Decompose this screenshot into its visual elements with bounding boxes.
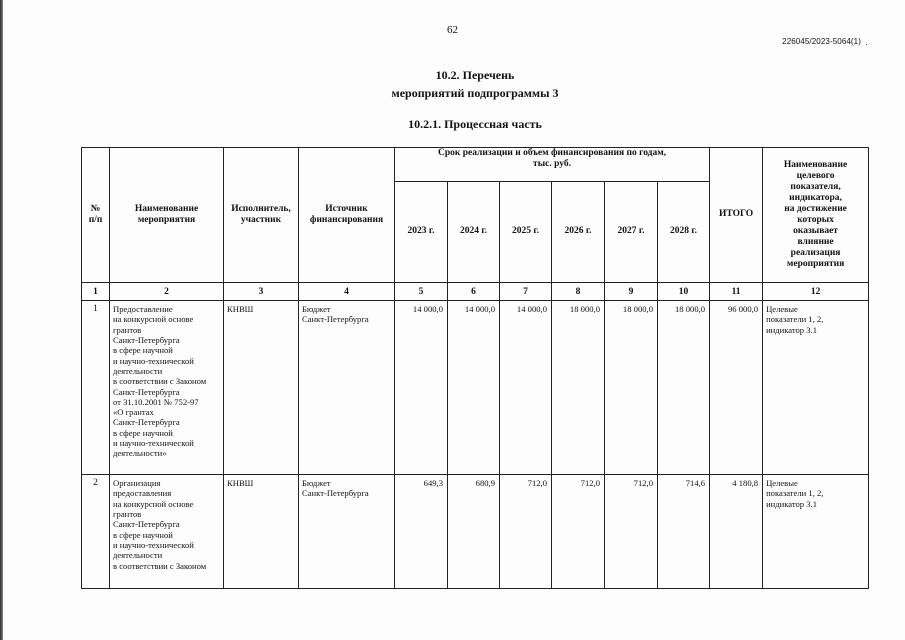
column-number: 6 <box>448 283 500 301</box>
year-amount: 18 000,0 <box>552 301 605 475</box>
column-number: 10 <box>658 283 710 301</box>
year-amount: 649,3 <box>395 475 448 589</box>
page-number: 62 <box>447 24 458 36</box>
year-amount: 18 000,0 <box>658 301 710 475</box>
activity-name: Предоставление на конкурсной основе грантов Санкт-Петербурга в сфере научной и научно-технической деятельности в соответствии с Законом Санкт-Петербурга от 31.10.2001 № 752-97 «О грантах Санкт-Петербурга в сфере научной и научно-технической деятельности» <box>110 301 224 475</box>
header-period-group: Срок реализации и объем финансирования по годам, тыс. руб. <box>395 148 710 182</box>
activities-table <box>81 147 869 589</box>
year-amount: 680,9 <box>448 475 500 589</box>
header-year: 2028 г. <box>658 182 710 283</box>
table-row <box>82 475 869 589</box>
funding-source: Бюджет Санкт-Петербурга <box>299 301 395 475</box>
heading-subtitle: мероприятий подпрограммы 3 <box>391 86 559 100</box>
column-number-row <box>82 283 869 301</box>
document-id: 226045/2023-5064(1) <box>782 37 861 46</box>
year-amount: 14 000,0 <box>500 301 552 475</box>
total-amount: 96 000,0 <box>710 301 763 475</box>
year-amount: 14 000,0 <box>395 301 448 475</box>
header-executor: Исполнитель, участник <box>224 148 299 283</box>
year-amount: 712,0 <box>605 475 658 589</box>
year-amount: 18 000,0 <box>605 301 658 475</box>
header-indicator: Наименование целевого показателя, индикатора, на достижение которых оказывает влияние реализация мероприятия <box>763 148 869 283</box>
activity-name: Организация предоставления на конкурсной основе грантов Санкт-Петербурга в сфере научной и научно-технической деятельности в соответствии с Законом <box>110 475 224 589</box>
header-source: Источник финансирования <box>299 148 395 283</box>
executor: КНВШ <box>224 475 299 589</box>
column-number: 9 <box>605 283 658 301</box>
year-amount: 712,0 <box>552 475 605 589</box>
header-year: 2025 г. <box>500 182 552 283</box>
header-total: ИТОГО <box>710 148 763 283</box>
indicator-text: Целевые показатели 1, 2, индикатор 3.1 <box>763 475 869 589</box>
header-num: № п/п <box>82 148 110 283</box>
column-number: 11 <box>710 283 763 301</box>
header-year: 2023 г. <box>395 182 448 283</box>
column-number: 12 <box>763 283 869 301</box>
section-title: 10.2.1. Процессная часть <box>408 117 542 131</box>
scan-speck <box>866 44 867 45</box>
heading-title: 10.2. Перечень <box>435 68 515 82</box>
column-number: 7 <box>500 283 552 301</box>
column-number: 3 <box>224 283 299 301</box>
year-amount: 714,6 <box>658 475 710 589</box>
table-row <box>82 301 869 475</box>
total-amount: 4 180,8 <box>710 475 763 589</box>
funding-source: Бюджет Санкт-Петербурга <box>299 475 395 589</box>
header-year: 2026 г. <box>552 182 605 283</box>
column-number: 1 <box>82 283 110 301</box>
year-amount: 712,0 <box>500 475 552 589</box>
column-number: 2 <box>110 283 224 301</box>
row-number: 2 <box>82 475 110 589</box>
year-amount: 14 000,0 <box>448 301 500 475</box>
executor: КНВШ <box>224 301 299 475</box>
column-number: 8 <box>552 283 605 301</box>
header-name: Наименование мероприятия <box>110 148 224 283</box>
column-number: 5 <box>395 283 448 301</box>
row-number: 1 <box>82 301 110 475</box>
header-year: 2024 г. <box>448 182 500 283</box>
header-year: 2027 г. <box>605 182 658 283</box>
indicator-text: Целевые показатели 1, 2, индикатор 3.1 <box>763 301 869 475</box>
column-number: 4 <box>299 283 395 301</box>
